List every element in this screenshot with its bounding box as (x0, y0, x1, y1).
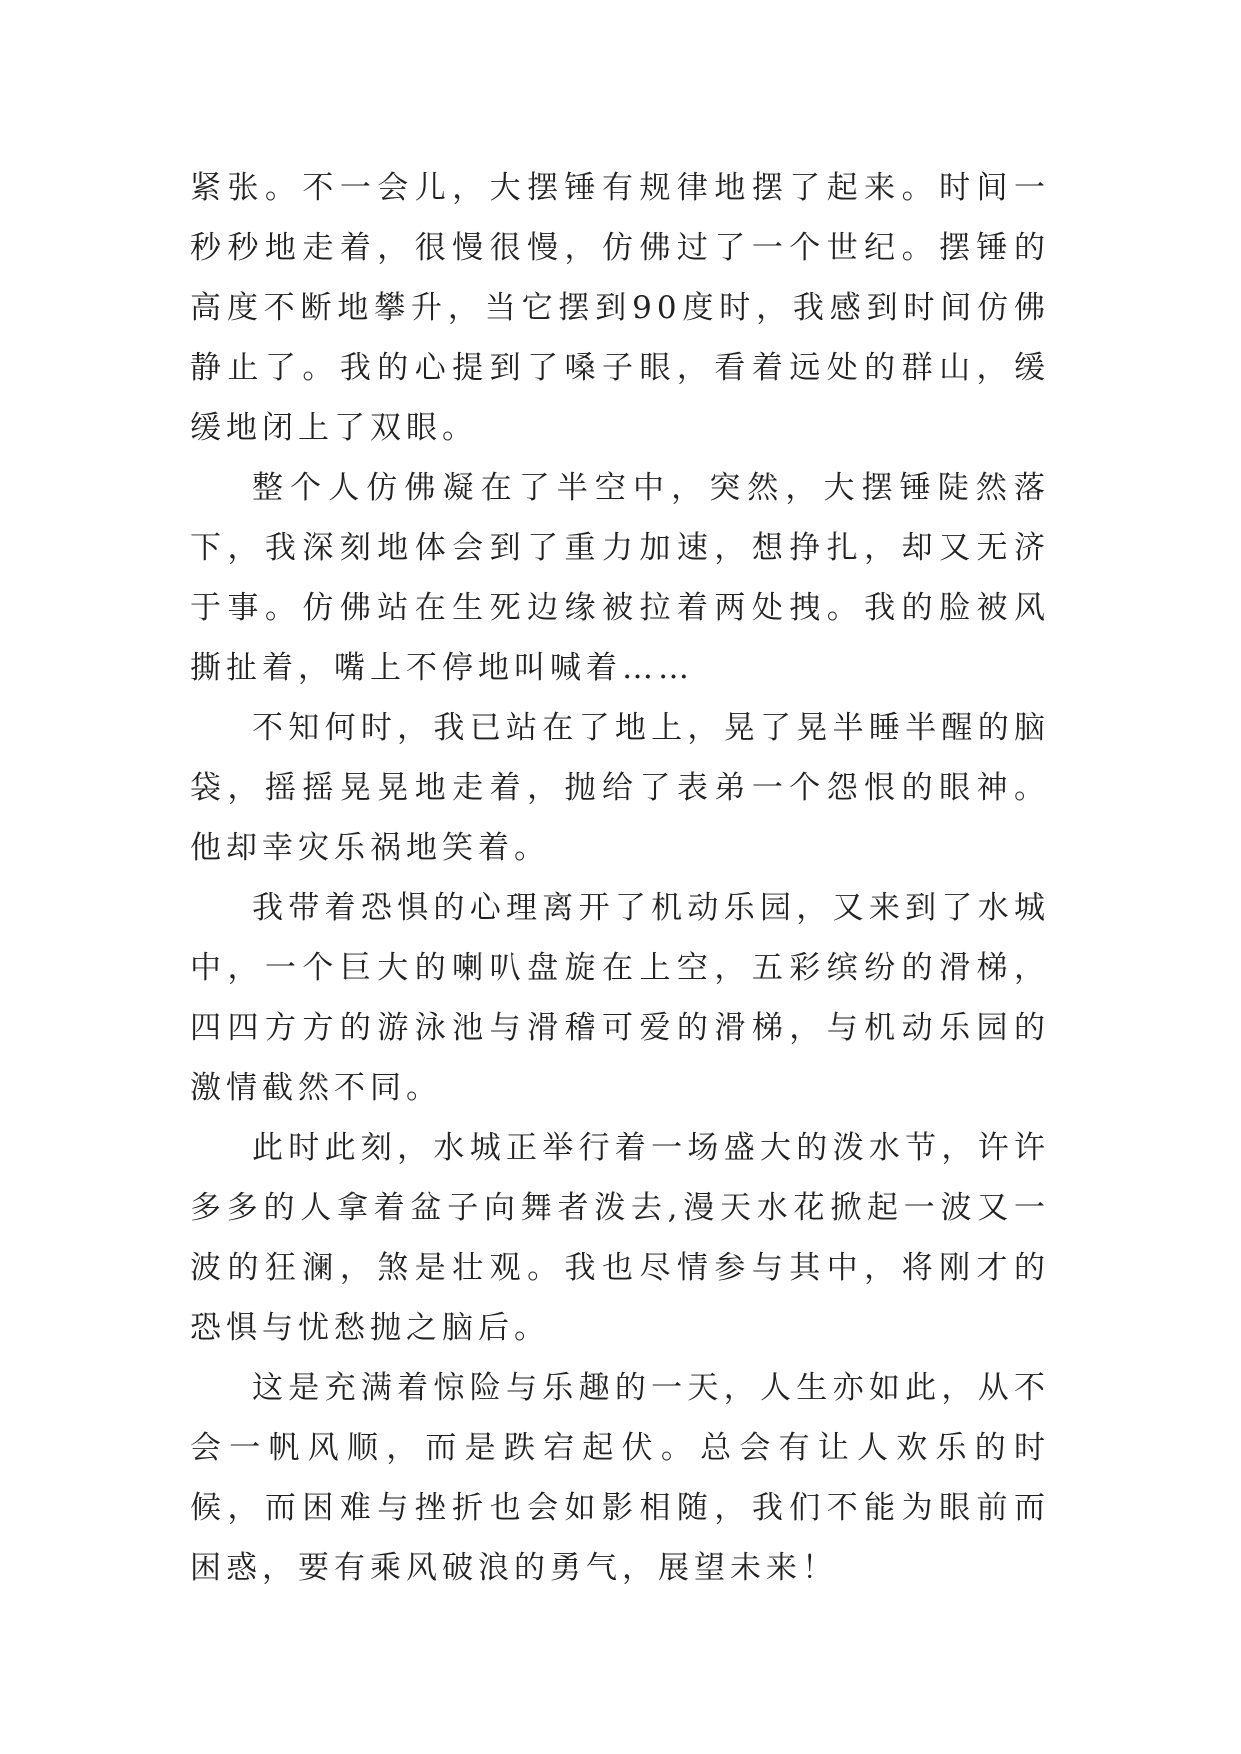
paragraph-4: 我带着恐惧的心理离开了机动乐园，又来到了水城中，一个巨大的喇叭盘旋在上空，五彩缤纷的滑梯，四四方方的游泳池与滑稽可爱的滑梯，与机动乐园的激情截然不同。 (190, 890, 1050, 1106)
paragraph-3: 不知何时，我已站在了地上，晃了晃半睡半醒的脑袋，摇摇晃晃地走着，抛给了表弟一个怨恨的眼神。他却幸灾乐祸地笑着。 (190, 710, 1050, 866)
paragraph-5: 此时此刻，水城正举行着一场盛大的泼水节，许许多多的人拿着盆子向舞者泼去,漫天水花掀起一波又一波的狂澜，煞是壮观。我也尽情参与其中，将刚才的恐惧与忧愁抛之脑后。 (190, 1130, 1050, 1346)
paragraph-1: 紧张。不一会儿，大摆锤有规律地摆了起来。时间一秒秒地走着，很慢很慢，仿佛过了一个世纪。摆锤的高度不断地攀升，当它摆到90度时，我感到时间仿佛静止了。我的心提到了嗓子眼，看着远处的群山，缓缓地闭上了双眼。 (190, 170, 1050, 446)
paragraph-2: 整个人仿佛凝在了半空中，突然，大摆锤陡然落下，我深刻地体会到了重力加速，想挣扎，却又无济于事。仿佛站在生死边缘被拉着两处拽。我的脸被风撕扯着，嘴上不停地叫喊着…… (190, 470, 1050, 686)
paragraph-6: 这是充满着惊险与乐趣的一天，人生亦如此，从不会一帆风顺，而是跌宕起伏。总会有让人欢乐的时候，而困难与挫折也会如影相随，我们不能为眼前而困惑，要有乘风破浪的勇气，展望未来！ (190, 1370, 1050, 1586)
essay-body (190, 158, 1050, 1598)
